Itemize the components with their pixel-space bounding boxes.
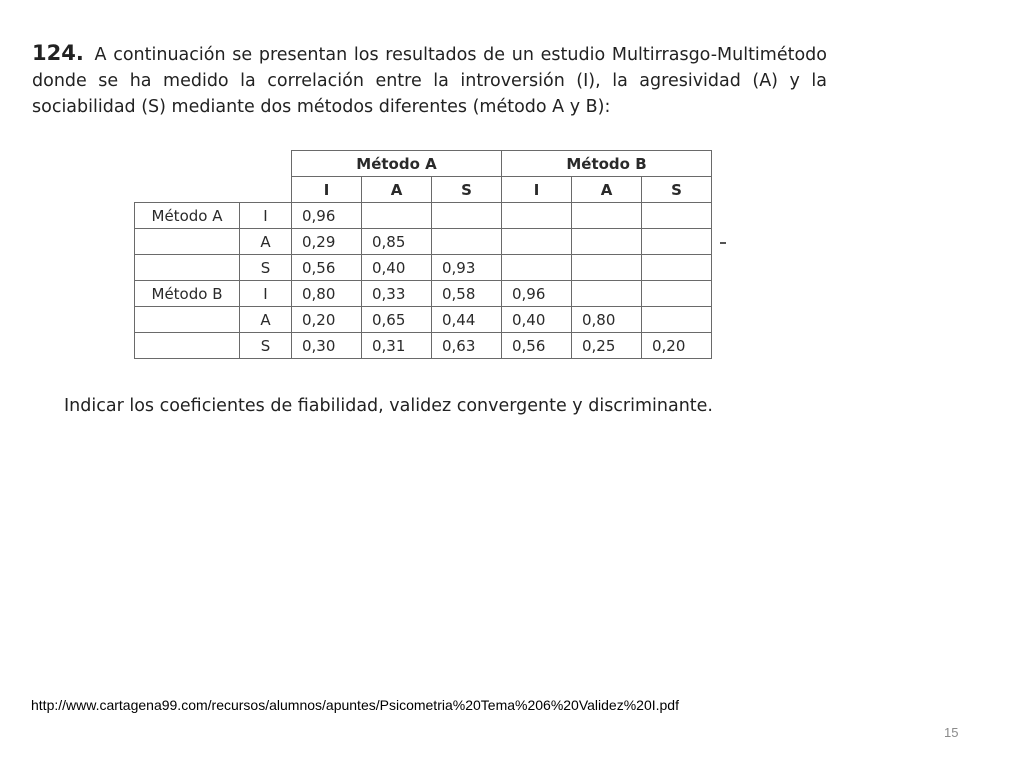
trait-header: A [572, 177, 642, 203]
trait-header-row [135, 177, 712, 203]
row-method-label [135, 229, 240, 255]
correlation-cell [572, 203, 642, 229]
correlation-cell [502, 229, 572, 255]
correlation-cell: 0,44 [432, 307, 502, 333]
mtmm-correlation-table [134, 150, 712, 359]
row-method-label [135, 255, 240, 281]
correlation-cell [642, 203, 712, 229]
slide-number: 15 [944, 725, 959, 740]
correlation-cell [502, 203, 572, 229]
correlation-cell [642, 307, 712, 333]
correlation-cell [432, 203, 502, 229]
correlation-cell: 0,80 [572, 307, 642, 333]
correlation-cell: 0,33 [362, 281, 432, 307]
correlation-cell: 0,93 [432, 255, 502, 281]
correlation-cell [572, 255, 642, 281]
method-header: Método A [292, 151, 502, 177]
correlation-cell: 0,58 [432, 281, 502, 307]
correlation-cell: 0,96 [292, 203, 362, 229]
problem-statement [32, 40, 827, 120]
correlation-cell [572, 229, 642, 255]
trait-header: A [362, 177, 432, 203]
correlation-cell: 0,31 [362, 333, 432, 359]
row-trait-label: I [240, 281, 292, 307]
trait-header: S [432, 177, 502, 203]
table-row [135, 281, 712, 307]
correlation-cell: 0,25 [572, 333, 642, 359]
method-header: Método B [502, 151, 712, 177]
correlation-cell: 0,40 [502, 307, 572, 333]
row-method-label [135, 307, 240, 333]
correlation-cell [502, 255, 572, 281]
correlation-cell [432, 229, 502, 255]
correlation-cell: 0,20 [642, 333, 712, 359]
correlation-cell: 0,80 [292, 281, 362, 307]
table-corner [135, 151, 240, 177]
table-row [135, 333, 712, 359]
row-method-label: Método B [135, 281, 240, 307]
instruction-text: Indicar los coeficientes de fiabilidad, validez convergente y discriminante. [64, 396, 713, 416]
table-row [135, 203, 712, 229]
row-method-label [135, 333, 240, 359]
source-link[interactable]: http://www.cartagena99.com/recursos/alumnos/apuntes/Psicometria%20Tema%206%20Validez%20I.pdf [31, 697, 679, 713]
problem-number: 124. [32, 41, 84, 65]
trait-header: S [642, 177, 712, 203]
row-trait-label: A [240, 229, 292, 255]
correlation-cell: 0,63 [432, 333, 502, 359]
correlation-cell: 0,96 [502, 281, 572, 307]
correlation-cell [572, 281, 642, 307]
table-corner [135, 177, 240, 203]
correlation-cell: 0,40 [362, 255, 432, 281]
correlation-cell [362, 203, 432, 229]
method-header-row [135, 151, 712, 177]
row-trait-label: S [240, 333, 292, 359]
correlation-cell: 0,65 [362, 307, 432, 333]
correlation-cell [642, 255, 712, 281]
table-row [135, 255, 712, 281]
trait-header: I [292, 177, 362, 203]
table-row [135, 229, 712, 255]
correlation-cell: 0,29 [292, 229, 362, 255]
correlation-cell: 0,20 [292, 307, 362, 333]
stray-mark [720, 242, 726, 244]
correlation-cell: 0,30 [292, 333, 362, 359]
row-method-label: Método A [135, 203, 240, 229]
correlation-cell [642, 281, 712, 307]
problem-text: A continuación se presentan los resultados de un estudio Multirrasgo-Multimétodo donde se ha medido la correlación entre la introversión (I), la agresividad (A) y la sociabilidad (S) mediante dos métodos diferentes (método A y B): [32, 45, 827, 117]
table-row [135, 307, 712, 333]
correlation-cell: 0,56 [502, 333, 572, 359]
table-corner [240, 177, 292, 203]
row-trait-label: S [240, 255, 292, 281]
correlation-cell: 0,85 [362, 229, 432, 255]
trait-header: I [502, 177, 572, 203]
table-corner [240, 151, 292, 177]
correlation-cell [642, 229, 712, 255]
correlation-cell: 0,56 [292, 255, 362, 281]
row-trait-label: A [240, 307, 292, 333]
row-trait-label: I [240, 203, 292, 229]
